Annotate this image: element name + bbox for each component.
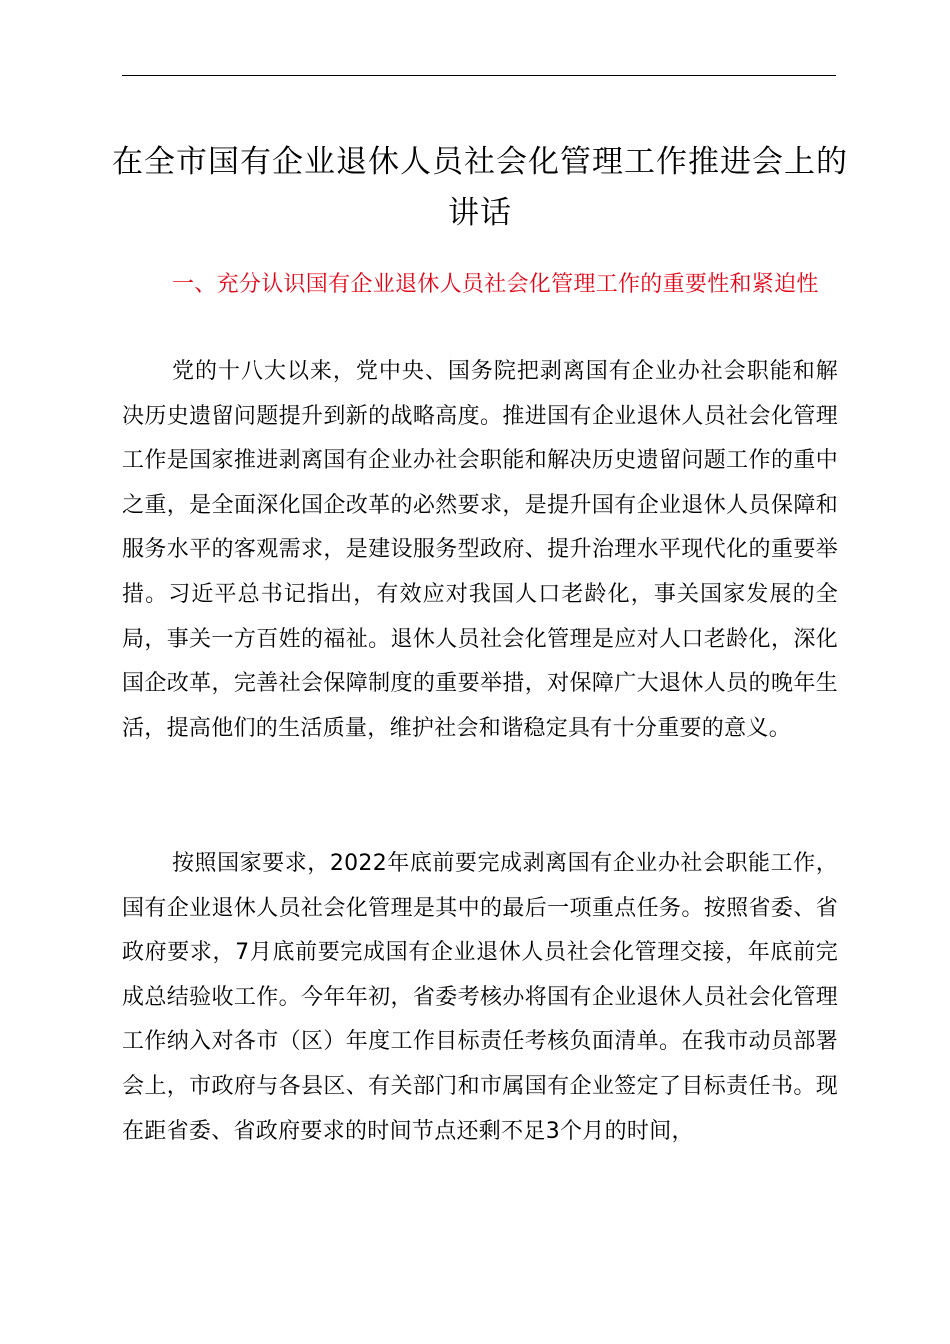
header-rule — [122, 75, 836, 76]
page-title: 在全市国有企业退休人员社会化管理工作推进会上的讲话 — [112, 144, 848, 231]
body-paragraph-2: 按照国家要求，2022年底前要完成剥离国有企业办社会职能工作，国有企业退休人员社会化管理是其中的最后一项重点任务。按照省委、省政府要求，7月底前要完成国有企业退休人员社会化管理交接，年底前完成总结验收工作。今年年初，省委考核办将国有企业退休人员社会化管理工作纳入对各市（区）年度工作目标责任考核负面清单。在我市动员部署会上，市政府与各县区、有关部门和市属国有企业签定了目标责任书。现在距省委、省政府要求的时间节点还剩不足3个月的时间， — [122, 851, 838, 1144]
body-paragraph-1: 党的十八大以来，党中央、国务院把剥离国有企业办社会职能和解决历史遗留问题提升到新的战略高度。推进国有企业退休人员社会化管理工作是国家推进剥离国有企业办社会职能和解决历史遗留问题工作的重中之重，是全面深化国企改革的必然要求，是提升国有企业退休人员保障和服务水平的客观需求，是建设服务型政府、提升治理水平现代化的重要举措。习近平总书记指出，有效应对我国人口老龄化，事关国家发展的全局，事关一方百姓的福祉。退休人员社会化管理是应对人口老龄化，深化国企改革，完善社会保障制度的重要举措，对保障广大退休人员的晚年生活，提高他们的生活质量，维护社会和谐稳定具有十分重要的意义。 — [122, 359, 838, 741]
section-heading: 一、充分认识国有企业退休人员社会化管理工作的重要性和紧迫性 — [172, 272, 819, 297]
